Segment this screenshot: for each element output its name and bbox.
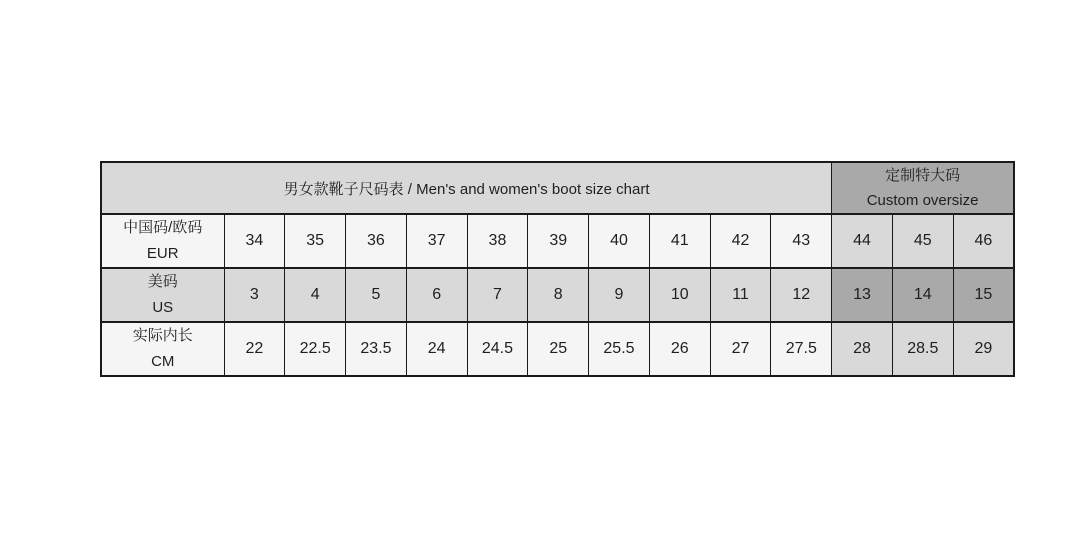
size-cell-cm: 24 — [406, 322, 467, 376]
table-row-cm — [101, 322, 1014, 376]
size-cell-eur: 34 — [224, 214, 285, 268]
size-cell-eur: 37 — [406, 214, 467, 268]
row-label-us-zh: 美码 — [147, 273, 178, 290]
size-cell-us: 12 — [771, 268, 832, 322]
row-label-eur-en: EUR — [146, 245, 179, 262]
size-cell-eur: 38 — [467, 214, 528, 268]
table-row-eur — [101, 214, 1014, 268]
row-label-us — [101, 268, 224, 322]
size-cell-us: 4 — [285, 268, 346, 322]
size-cell-cm: 25.5 — [589, 322, 650, 376]
size-cell-us: 7 — [467, 268, 528, 322]
size-cell-eur-oversize: 44 — [832, 214, 893, 268]
oversize-header-cell — [832, 162, 1014, 214]
size-cell-us: 6 — [406, 268, 467, 322]
size-cell-cm: 26 — [649, 322, 710, 376]
size-cell-eur: 35 — [285, 214, 346, 268]
size-cell-us: 8 — [528, 268, 589, 322]
row-label-us-en: US — [152, 299, 174, 316]
row-label-cm-en: CM — [151, 353, 175, 370]
size-cell-us: 5 — [346, 268, 407, 322]
size-cell-us-oversize: 15 — [953, 268, 1014, 322]
size-cell-us-oversize: 14 — [892, 268, 953, 322]
oversize-title-en: Custom oversize — [866, 192, 979, 209]
size-cell-cm-oversize: 28.5 — [892, 322, 953, 376]
size-cell-cm: 25 — [528, 322, 589, 376]
size-cell-us: 3 — [224, 268, 285, 322]
size-cell-cm-oversize: 28 — [832, 322, 893, 376]
size-cell-eur: 42 — [710, 214, 771, 268]
table-row-us — [101, 268, 1014, 322]
size-cell-us: 9 — [589, 268, 650, 322]
size-cell-eur: 40 — [589, 214, 650, 268]
size-cell-us: 11 — [710, 268, 771, 322]
size-cell-eur-oversize: 45 — [892, 214, 953, 268]
table-title: 男女款靴子尺码表 / Men's and women's boot size chart — [283, 180, 650, 198]
oversize-title-zh: 定制特大码 — [885, 167, 961, 184]
size-cell-cm-oversize: 29 — [953, 322, 1014, 376]
size-cell-cm: 27.5 — [771, 322, 832, 376]
size-cell-cm: 23.5 — [346, 322, 407, 376]
boot-size-table — [100, 161, 1015, 377]
size-cell-us-oversize: 13 — [832, 268, 893, 322]
row-label-cm-zh: 实际内长 — [132, 327, 193, 344]
size-cell-eur: 43 — [771, 214, 832, 268]
row-label-eur-zh: 中国码/欧码 — [123, 219, 203, 236]
size-cell-eur: 41 — [649, 214, 710, 268]
size-cell-eur-oversize: 46 — [953, 214, 1014, 268]
table-title-cell — [101, 162, 832, 214]
size-cell-cm: 24.5 — [467, 322, 528, 376]
size-cell-cm: 22.5 — [285, 322, 346, 376]
table-header-row — [101, 162, 1014, 214]
size-cell-cm: 22 — [224, 322, 285, 376]
size-cell-eur: 39 — [528, 214, 589, 268]
size-cell-eur: 36 — [346, 214, 407, 268]
row-label-eur — [101, 214, 224, 268]
row-label-cm — [101, 322, 224, 376]
size-cell-cm: 27 — [710, 322, 771, 376]
size-cell-us: 10 — [649, 268, 710, 322]
